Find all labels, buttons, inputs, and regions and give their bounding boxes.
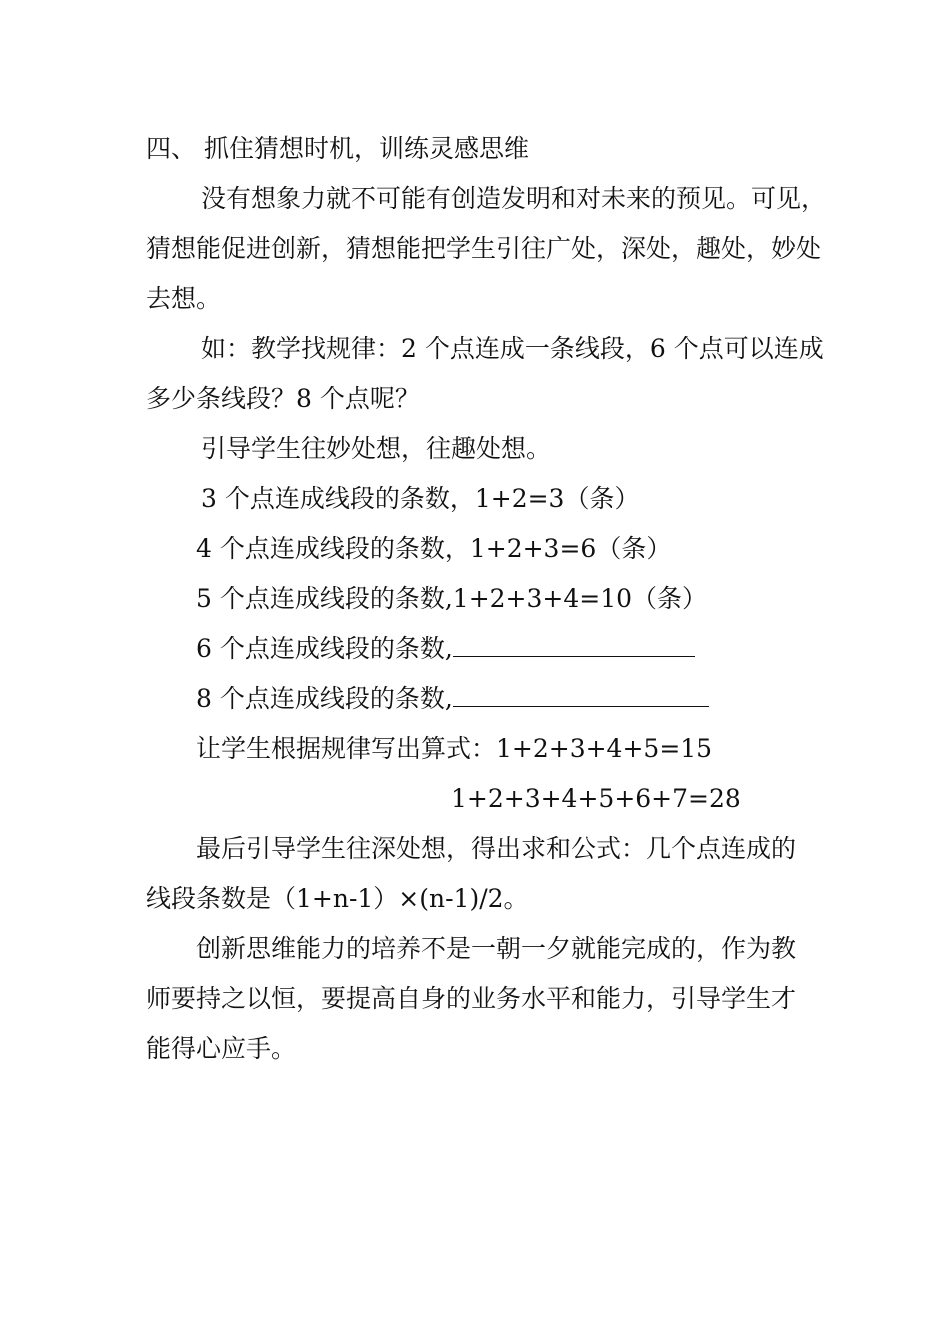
example-line: 如：教学找规律：2 个点连成一条线段，6 个点可以连成 xyxy=(201,334,824,363)
guide-line: 引导学生往妙处想，往趣处想。 xyxy=(201,434,552,463)
paragraph-line: 去想。 xyxy=(146,284,222,313)
paragraph-line: 猜想能促进创新，猜想能把学生引往广处，深处，趣处，妙处 xyxy=(146,234,822,263)
formula-intro: 让学生根据规律写出算式：1+2+3+4+5=15 xyxy=(196,734,713,763)
conclusion-line: 最后引导学生往深处想，得出求和公式：几个点连成的 xyxy=(196,834,797,863)
answer-blank xyxy=(453,634,695,657)
paragraph-line: 没有想象力就不可能有创造发明和对未来的预见。可见， xyxy=(201,184,827,213)
pattern-row-label: 6 个点连成线段的条数, xyxy=(196,634,453,663)
closing-line: 师要持之以恒，要提高自身的业务水平和能力，引导学生才 xyxy=(146,984,797,1013)
pattern-row-label: 8 个点连成线段的条数, xyxy=(196,684,453,713)
pattern-row-blank xyxy=(196,683,709,715)
pattern-row: 4 个点连成线段的条数，1+2+3=6（条） xyxy=(196,534,672,563)
formula-second: 1+2+3+4+5+6+7=28 xyxy=(451,784,741,813)
pattern-row-blank xyxy=(196,633,695,665)
section-heading: 四、 抓住猜想时机，训练灵感思维 xyxy=(146,134,529,163)
conclusion-line: 线段条数是（1+n-1）×(n-1)/2。 xyxy=(146,884,529,913)
closing-line: 能得心应手。 xyxy=(146,1034,297,1063)
pattern-row: 5 个点连成线段的条数,1+2+3+4=10（条） xyxy=(196,584,708,613)
answer-blank xyxy=(453,684,709,707)
pattern-row: 3 个点连成线段的条数，1+2=3（条） xyxy=(201,484,640,513)
closing-line: 创新思维能力的培养不是一朝一夕就能完成的，作为教 xyxy=(196,934,797,963)
example-line: 多少条线段？8 个点呢？ xyxy=(146,384,420,413)
